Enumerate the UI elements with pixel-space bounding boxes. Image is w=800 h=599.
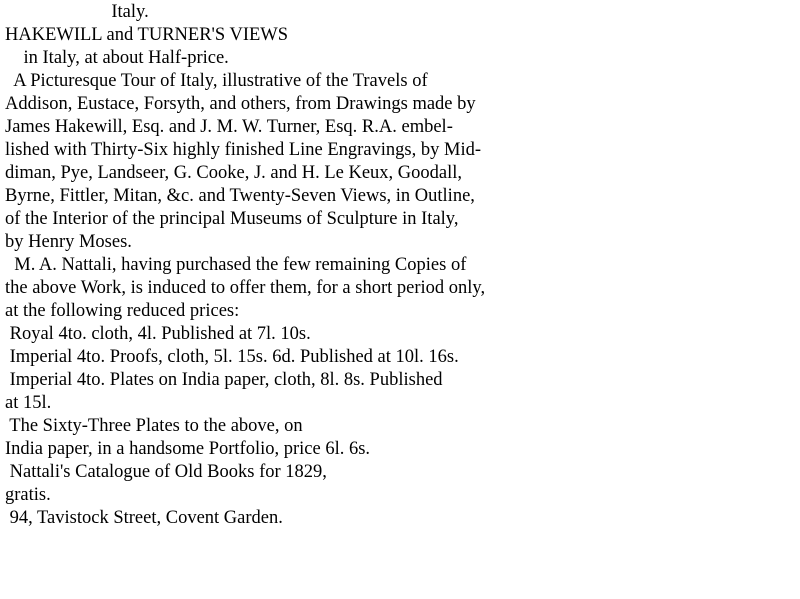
description-line: James Hakewill, Esq. and J. M. W. Turner, Esq. R.A. embel-	[5, 117, 453, 137]
heading-italy: Italy.	[5, 2, 149, 22]
plates-line: The Sixty-Three Plates to the above, on	[5, 416, 303, 436]
description-line: A Picturesque Tour of Italy, illustrative of the Travels of	[5, 71, 428, 91]
description-line: by Henry Moses.	[5, 232, 132, 252]
catalogue-line: gratis.	[5, 485, 51, 505]
offer-line: the above Work, is induced to offer them, for a short period only,	[5, 278, 486, 298]
price-line: at 15l.	[5, 393, 52, 413]
plates-line: India paper, in a handsome Portfolio, price 6l. 6s.	[5, 439, 371, 459]
price-line: Imperial 4to. Proofs, cloth, 5l. 15s. 6d. Published at 10l. 16s.	[5, 347, 459, 367]
description-line: Byrne, Fittler, Mitan, &c. and Twenty-Seven Views, in Outline,	[5, 186, 475, 206]
description-line: diman, Pye, Landseer, G. Cooke, J. and H. Le Keux, Goodall,	[5, 163, 463, 183]
offer-line: M. A. Nattali, having purchased the few remaining Copies of	[5, 255, 467, 275]
description-line: of the Interior of the principal Museums of Sculpture in Italy,	[5, 209, 459, 229]
catalogue-line: Nattali's Catalogue of Old Books for 1829,	[5, 462, 327, 482]
price-line: Imperial 4to. Plates on India paper, cloth, 8l. 8s. Published	[5, 370, 443, 390]
advertisement-title: HAKEWILL and TURNER'S VIEWS	[5, 25, 289, 45]
document-text	[5, 1, 785, 530]
description-line: Addison, Eustace, Forsyth, and others, from Drawings made by	[5, 94, 476, 114]
offer-line: at the following reduced prices:	[5, 301, 240, 321]
description-line: lished with Thirty-Six highly finished Line Engravings, by Mid-	[5, 140, 481, 160]
price-line: Royal 4to. cloth, 4l. Published at 7l. 10s.	[5, 324, 311, 344]
advertisement-subtitle: in Italy, at about Half-price.	[5, 48, 229, 68]
address-line: 94, Tavistock Street, Covent Garden.	[5, 508, 283, 528]
